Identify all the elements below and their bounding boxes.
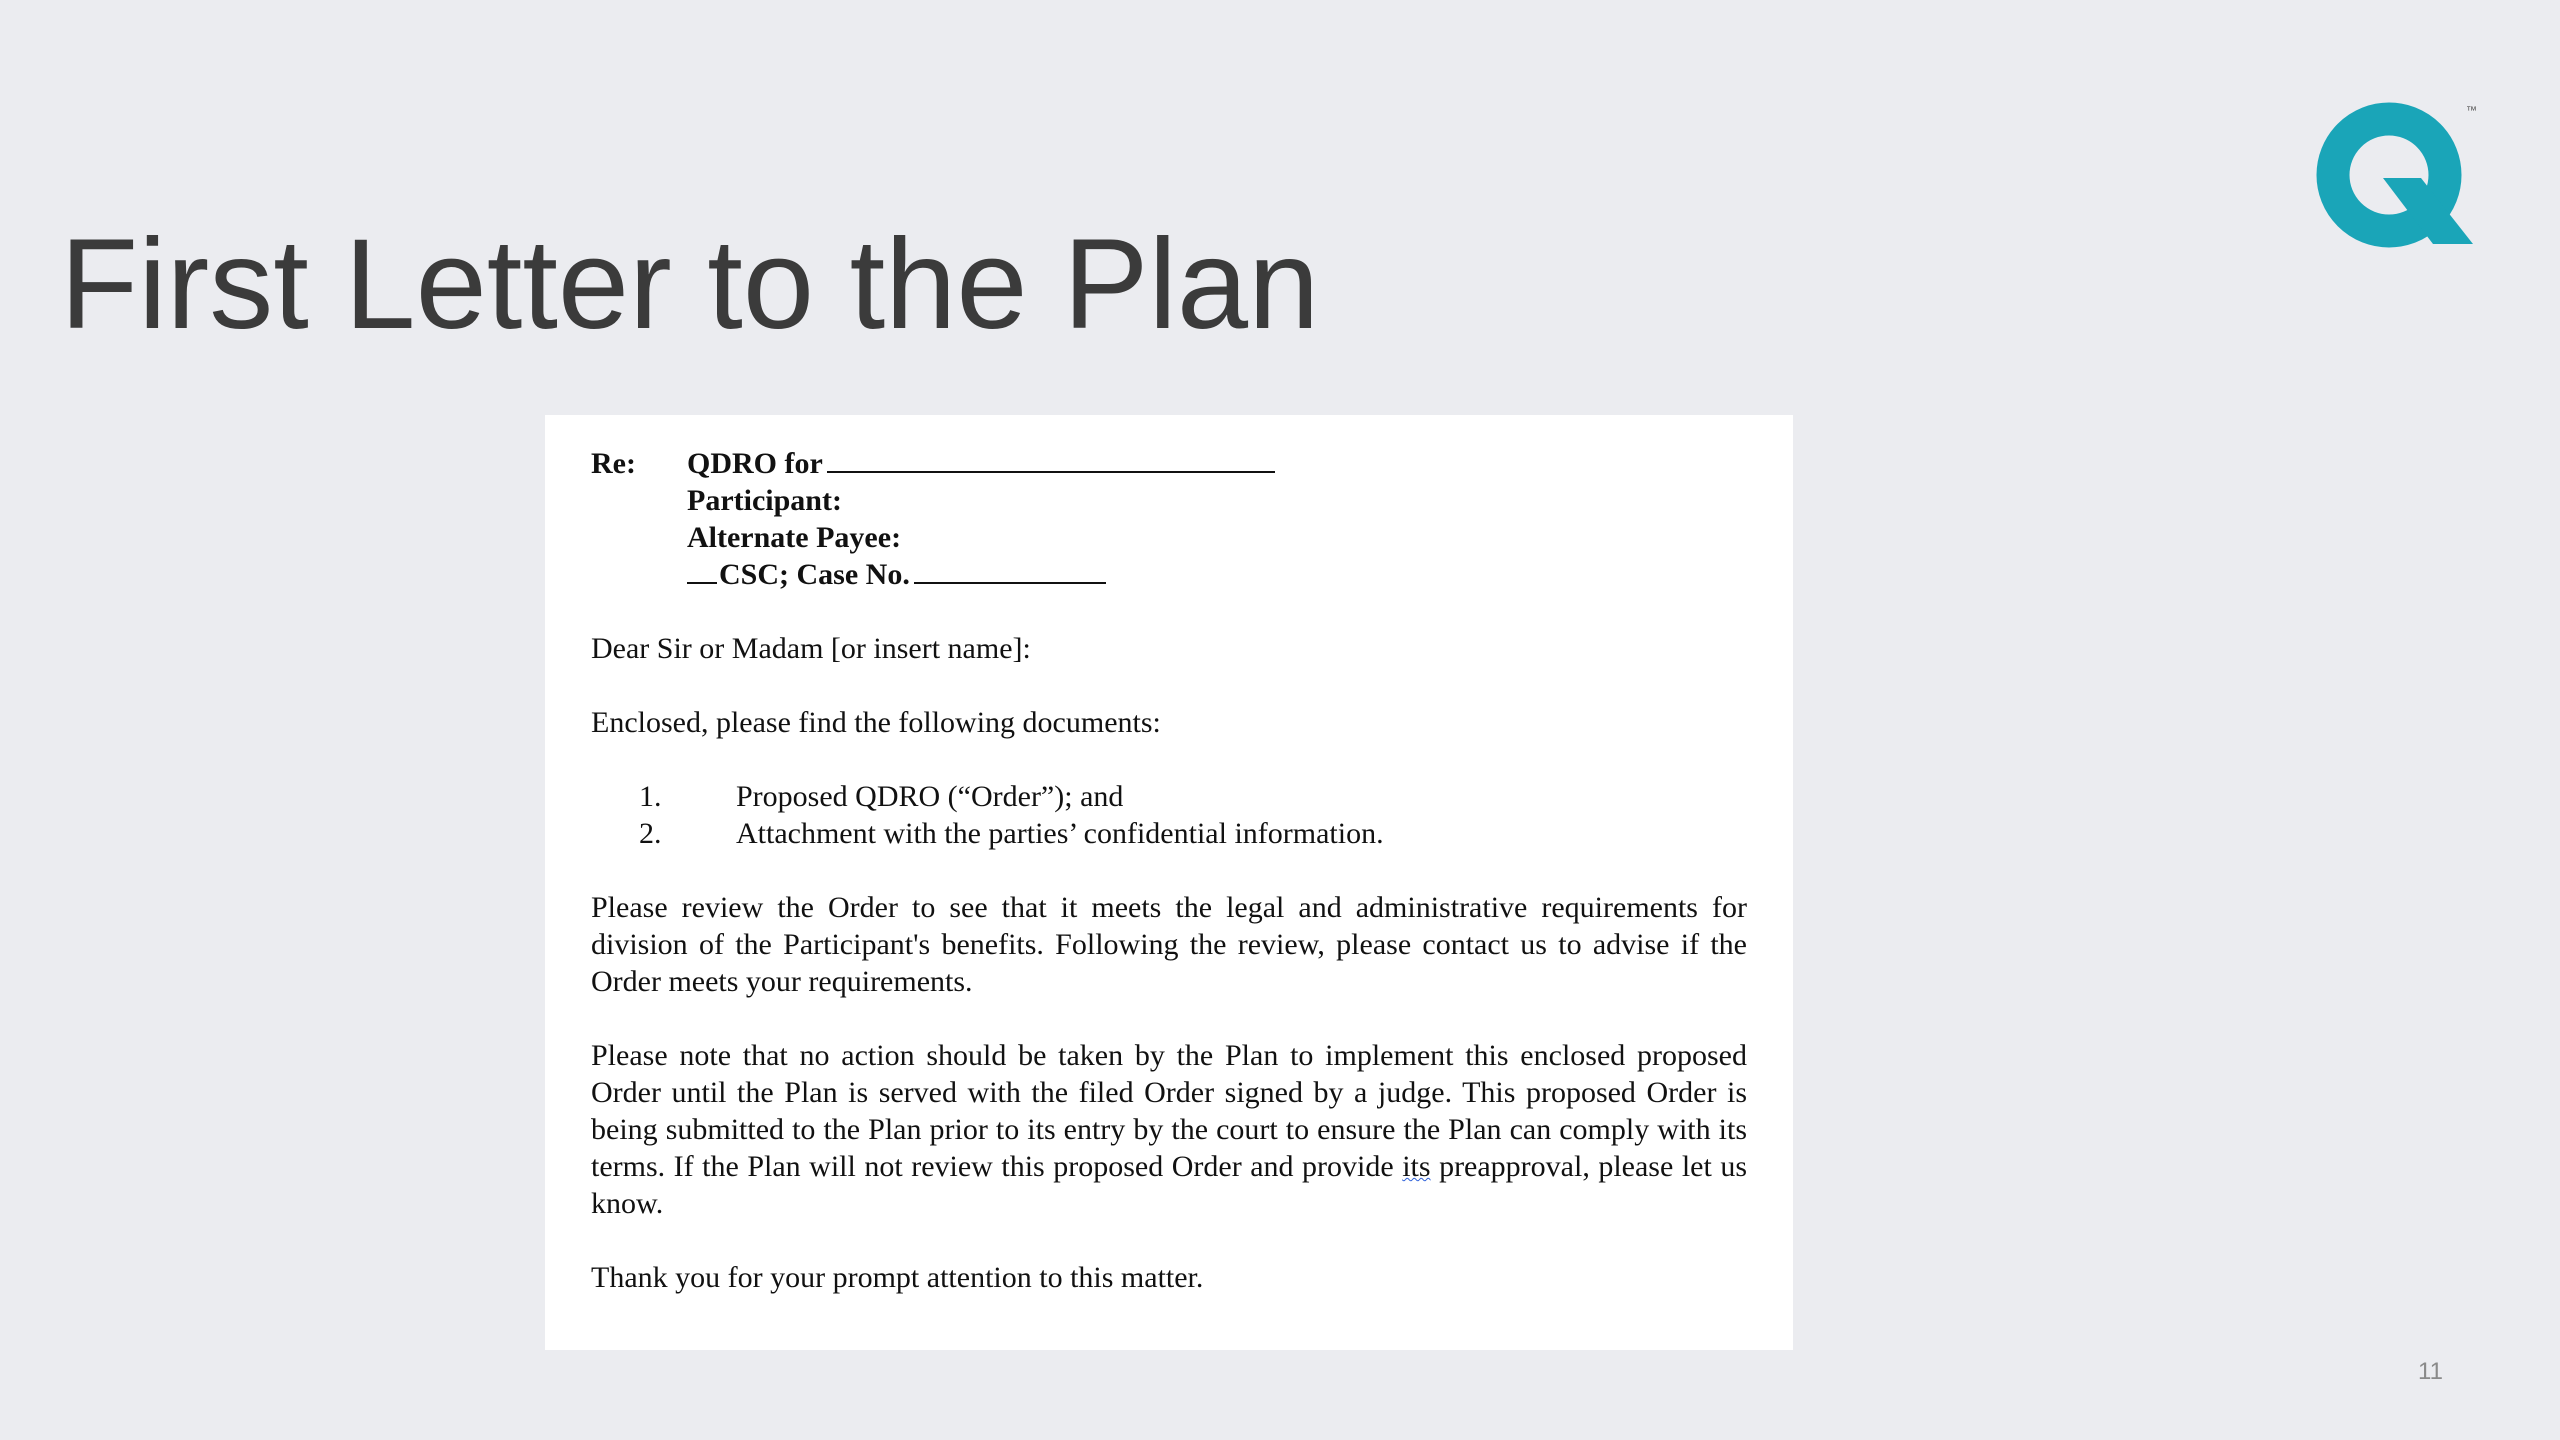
grammar-flagged-word: its xyxy=(1402,1150,1431,1183)
closing-paragraph: Thank you for your prompt attention to this matter. xyxy=(591,1261,1204,1294)
re-line-qdro xyxy=(687,445,1275,482)
note-text-part1: Please note that no action should be taken by the Plan to implement this enclosed proposed Order until the Plan is served with the filed Order signed by a judge. This proposed Order is being submitted to the Plan prior to its entry by the court to ensure the Plan can comply with its terms. If the Plan will not review this proposed Order and provide xyxy=(591,1039,1747,1183)
re-line-alternate-payee: Alternate Payee: xyxy=(687,521,902,554)
q-logo-icon xyxy=(2315,98,2485,258)
intro-paragraph: Enclosed, please find the following documents: xyxy=(591,706,1161,739)
list-item xyxy=(591,815,1747,852)
qdro-for-label: QDRO for xyxy=(687,447,823,480)
list-item-number: 1. xyxy=(639,780,662,813)
list-item-text: Attachment with the parties’ confidential information. xyxy=(736,817,1384,850)
list-item-number: 2. xyxy=(639,817,662,850)
list-item xyxy=(591,778,1747,815)
trademark-mark: ™ xyxy=(2466,105,2477,117)
note-paragraph xyxy=(591,1037,1747,1222)
salutation: Dear Sir or Madam [or insert name]: xyxy=(591,632,1031,665)
documents-list xyxy=(591,778,1747,852)
re-line-case xyxy=(687,556,1275,593)
review-paragraph: Please review the Order to see that it meets the legal and administrative requirements for division of the Participant's benefits. Following the review, please contact us to advise if the Order meets your requirements. xyxy=(591,891,1747,998)
re-label: Re: xyxy=(591,447,636,480)
re-block xyxy=(591,445,1747,593)
re-lines xyxy=(687,445,1275,593)
letter-document xyxy=(545,415,1793,1350)
re-line-participant: Participant: xyxy=(687,484,842,517)
qdro-blank xyxy=(827,445,1275,473)
csc-blank xyxy=(687,556,717,584)
note-text-part2: preapproval, please let us know. xyxy=(591,1150,1747,1220)
page-number: 11 xyxy=(2418,1358,2443,1385)
slide-title: First Letter to the Plan xyxy=(60,213,1320,356)
case-label: CSC; Case No. xyxy=(719,558,910,591)
list-item-text: Proposed QDRO (“Order”); and xyxy=(736,780,1124,813)
case-number-blank xyxy=(914,556,1106,584)
